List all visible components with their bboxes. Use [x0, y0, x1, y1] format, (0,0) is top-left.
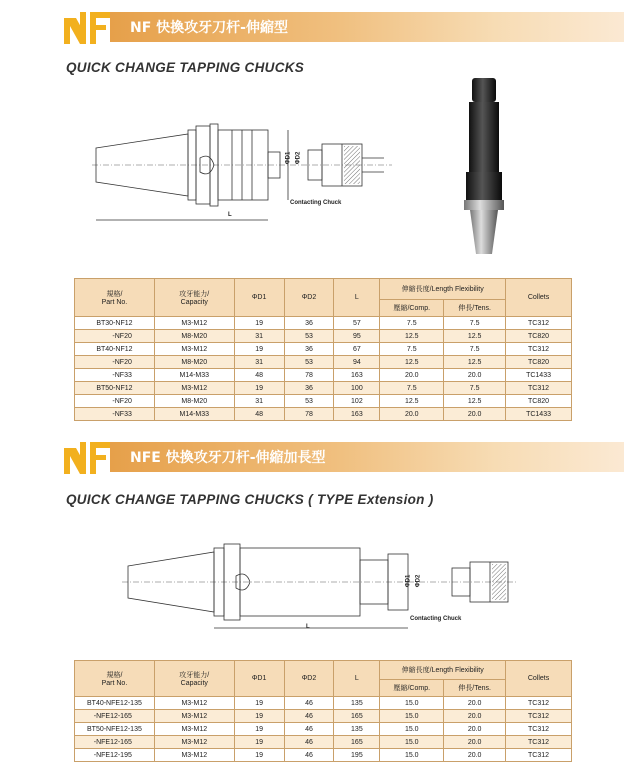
col-d2: ΦD2 — [284, 279, 334, 317]
section1-product-photo — [444, 72, 524, 258]
section2-d1-label: ΦD1 — [405, 574, 412, 588]
table-cell: 7.5 — [444, 343, 506, 356]
section2-contact-label: Contacting Chuck — [410, 616, 462, 622]
table-cell: 135 — [334, 697, 380, 710]
table-cell: BT50-NFE12-135 — [75, 723, 155, 736]
section2-d2-label: ΦD2 — [415, 574, 422, 588]
section1-title: QUICK CHANGE TAPPING CHUCKS — [66, 60, 305, 75]
table-cell: 19 — [234, 317, 284, 330]
table-cell: M3-M12 — [154, 723, 234, 736]
col-tens: 伸長/Tens. — [444, 680, 506, 697]
table-cell: BT50-NF12 — [75, 382, 155, 395]
section2-title: QUICK CHANGE TAPPING CHUCKS ( TYPE Extension ) — [66, 492, 434, 507]
table-cell: 46 — [284, 749, 334, 762]
col-collets: Collets — [506, 279, 572, 317]
table-cell: 163 — [334, 369, 380, 382]
table-cell: 15.0 — [380, 723, 444, 736]
col-l: L — [334, 279, 380, 317]
table-cell: 7.5 — [380, 382, 444, 395]
table-cell: 36 — [284, 343, 334, 356]
table-cell: 31 — [234, 330, 284, 343]
table-cell: 19 — [234, 710, 284, 723]
table-cell: 20.0 — [380, 369, 444, 382]
table-cell: M3-M12 — [154, 697, 234, 710]
table-row — [75, 395, 572, 408]
table-cell: BT30-NF12 — [75, 317, 155, 330]
table-cell: 31 — [234, 356, 284, 369]
col-part-no: 規格/ Part No. — [75, 279, 155, 317]
section2-spec-table — [74, 660, 572, 762]
table-cell: 12.5 — [380, 356, 444, 369]
table-cell: -NFE12-165 — [75, 710, 155, 723]
col-capacity: 攻牙能力/ Capacity — [154, 279, 234, 317]
table-cell: 20.0 — [444, 369, 506, 382]
table-cell: TC1433 — [506, 408, 572, 421]
table-row — [75, 369, 572, 382]
col-d1: ΦD1 — [234, 279, 284, 317]
table-row — [75, 330, 572, 343]
table-cell: -NF33 — [75, 408, 155, 421]
table-cell: 19 — [234, 697, 284, 710]
table-cell: 20.0 — [444, 736, 506, 749]
table-cell: -NFE12-195 — [75, 749, 155, 762]
table-cell: 20.0 — [380, 408, 444, 421]
table-cell: 20.0 — [444, 408, 506, 421]
table-cell: M3-M12 — [154, 382, 234, 395]
table-cell: 12.5 — [380, 330, 444, 343]
table-cell: 163 — [334, 408, 380, 421]
table-cell: 12.5 — [380, 395, 444, 408]
table-cell: 12.5 — [444, 395, 506, 408]
table-row — [75, 317, 572, 330]
table-cell: TC820 — [506, 356, 572, 369]
table-cell: 20.0 — [444, 710, 506, 723]
table-cell: 53 — [284, 395, 334, 408]
table-cell: 20.0 — [444, 749, 506, 762]
table-cell: TC820 — [506, 395, 572, 408]
col-d2: ΦD2 — [284, 661, 334, 697]
table-cell: TC312 — [506, 343, 572, 356]
table-cell: M8-M20 — [154, 356, 234, 369]
table-row — [75, 382, 572, 395]
table-cell: TC312 — [506, 317, 572, 330]
table-cell: 19 — [234, 749, 284, 762]
table-cell: 15.0 — [380, 697, 444, 710]
section2-l-label: L — [306, 624, 310, 630]
table-cell: M3-M12 — [154, 710, 234, 723]
section2-banner-text: NFE 快換攻牙刀杆-伸縮加長型 — [130, 450, 326, 466]
table-cell: 165 — [334, 736, 380, 749]
table-cell: 36 — [284, 317, 334, 330]
table-cell: 53 — [284, 356, 334, 369]
table-cell: -NF33 — [75, 369, 155, 382]
table-cell: BT40-NF12 — [75, 343, 155, 356]
col-d1: ΦD1 — [234, 661, 284, 697]
table-cell: 57 — [334, 317, 380, 330]
table-cell: 15.0 — [380, 749, 444, 762]
table-cell: 19 — [234, 723, 284, 736]
section1-technical-drawing — [92, 110, 402, 230]
section2-table-body — [75, 697, 572, 762]
table-cell: -NF20 — [75, 330, 155, 343]
table-cell: 7.5 — [380, 317, 444, 330]
table-cell: 46 — [284, 710, 334, 723]
table-cell: TC820 — [506, 330, 572, 343]
nfe-logo — [64, 440, 114, 476]
table-cell: -NF20 — [75, 395, 155, 408]
table-cell: 19 — [234, 736, 284, 749]
table-cell: 95 — [334, 330, 380, 343]
table-cell: 48 — [234, 408, 284, 421]
table-cell: 46 — [284, 697, 334, 710]
table-cell: 7.5 — [444, 382, 506, 395]
table-cell: M3-M12 — [154, 736, 234, 749]
section2-technical-drawing — [122, 540, 522, 640]
nf-logo — [64, 10, 114, 46]
table-cell: TC312 — [506, 723, 572, 736]
table-cell: TC312 — [506, 736, 572, 749]
section1-d2-label: ΦD2 — [295, 151, 302, 165]
col-tens: 伸長/Tens. — [444, 300, 506, 317]
section1-l-label: L — [228, 212, 232, 218]
table-cell: M14-M33 — [154, 408, 234, 421]
col-capacity: 攻牙能力/ Capacity — [154, 661, 234, 697]
section1-table-body — [75, 317, 572, 421]
table-cell: 165 — [334, 710, 380, 723]
table-cell: 12.5 — [444, 356, 506, 369]
table-cell: 15.0 — [380, 710, 444, 723]
col-part-no: 規格/ Part No. — [75, 661, 155, 697]
table-row — [75, 736, 572, 749]
table-cell: M3-M12 — [154, 749, 234, 762]
table-cell: 48 — [234, 369, 284, 382]
section1-d1-label: ΦD1 — [285, 151, 292, 165]
table-cell: 46 — [284, 723, 334, 736]
table-cell: TC1433 — [506, 369, 572, 382]
table-row — [75, 356, 572, 369]
table-cell: 67 — [334, 343, 380, 356]
table-cell: M3-M12 — [154, 317, 234, 330]
table-cell: 78 — [284, 369, 334, 382]
table-cell: 135 — [334, 723, 380, 736]
table-cell: 31 — [234, 395, 284, 408]
col-collets: Collets — [506, 661, 572, 697]
table-cell: -NFE12-165 — [75, 736, 155, 749]
table-cell: 36 — [284, 382, 334, 395]
table-cell: BT40-NFE12-135 — [75, 697, 155, 710]
table-cell: 78 — [284, 408, 334, 421]
section1-banner-text: NF 快換攻牙刀杆-伸縮型 — [130, 20, 288, 36]
table-row — [75, 343, 572, 356]
table-cell: 53 — [284, 330, 334, 343]
table-cell: M8-M20 — [154, 395, 234, 408]
table-cell: TC312 — [506, 382, 572, 395]
table-row — [75, 408, 572, 421]
table-cell: 19 — [234, 382, 284, 395]
table-cell: M3-M12 — [154, 343, 234, 356]
col-l: L — [334, 661, 380, 697]
table-cell: 102 — [334, 395, 380, 408]
table-row — [75, 697, 572, 710]
table-cell: -NF20 — [75, 356, 155, 369]
table-cell: M8-M20 — [154, 330, 234, 343]
table-cell: 20.0 — [444, 723, 506, 736]
table-cell: TC312 — [506, 749, 572, 762]
table-cell: TC312 — [506, 710, 572, 723]
table-cell: 100 — [334, 382, 380, 395]
table-cell: 12.5 — [444, 330, 506, 343]
col-comp: 壓縮/Comp. — [380, 300, 444, 317]
section1-contact-label: Contacting Chuck — [290, 200, 342, 206]
table-cell: 195 — [334, 749, 380, 762]
table-cell: 7.5 — [444, 317, 506, 330]
table-cell: 94 — [334, 356, 380, 369]
table-row — [75, 723, 572, 736]
col-flex: 伸縮長度/Length Flexibility — [380, 279, 506, 300]
table-cell: 19 — [234, 343, 284, 356]
table-cell: M14-M33 — [154, 369, 234, 382]
table-cell: 7.5 — [380, 343, 444, 356]
table-cell: 20.0 — [444, 697, 506, 710]
table-cell: 15.0 — [380, 736, 444, 749]
section1-spec-table — [74, 278, 572, 421]
col-comp: 壓縮/Comp. — [380, 680, 444, 697]
col-flex: 伸縮長度/Length Flexibility — [380, 661, 506, 680]
table-cell: 46 — [284, 736, 334, 749]
table-row — [75, 749, 572, 762]
table-cell: TC312 — [506, 697, 572, 710]
table-row — [75, 710, 572, 723]
